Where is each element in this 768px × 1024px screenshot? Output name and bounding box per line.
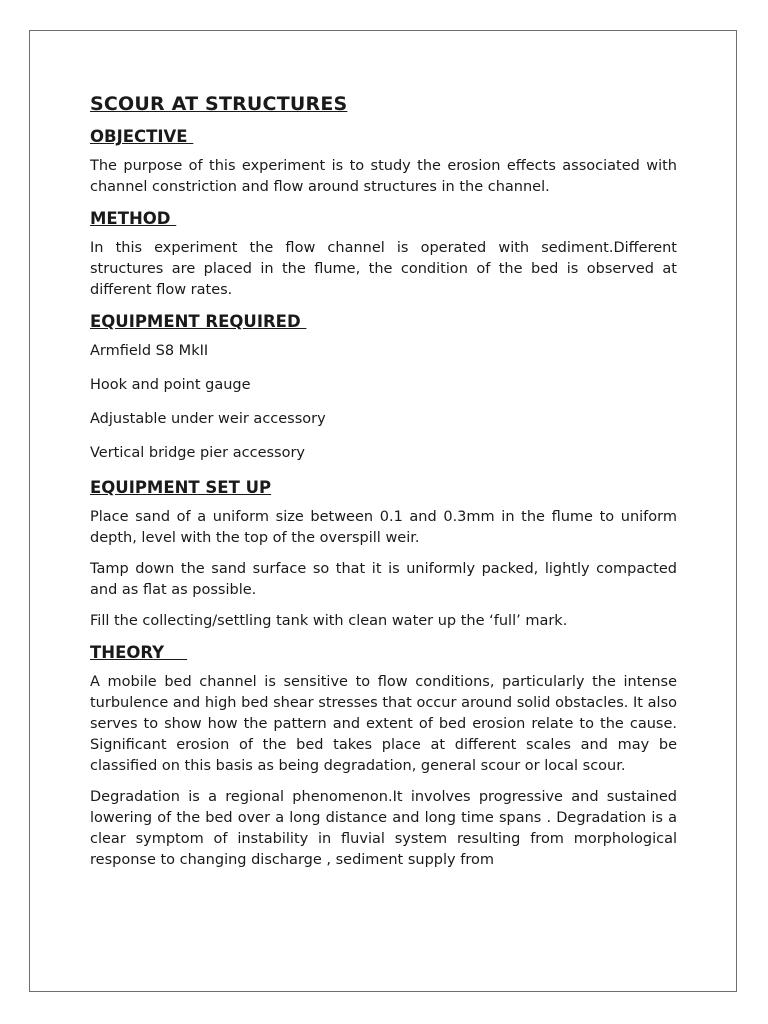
- objective-heading: OBJECTIVE: [90, 127, 194, 146]
- document-body: [90, 90, 677, 881]
- setup-paragraph: Tamp down the sand surface so that it is uniformly packed, lightly compacted and as flat as possible.: [90, 561, 677, 598]
- equipment-required-heading: EQUIPMENT REQUIRED: [90, 312, 307, 331]
- equipment-item: Vertical bridge pier accessory: [90, 445, 306, 461]
- objective-text: The purpose of this experiment is to study the erosion effects associated with channel constriction and flow around structures in the channel.: [90, 158, 677, 195]
- method-text: In this experiment the flow channel is operated with sediment.Different structures are placed in the flume, the condition of the bed is observed at different flow rates.: [90, 240, 677, 298]
- theory-heading: THEORY: [90, 643, 188, 662]
- setup-paragraph: Place sand of a uniform size between 0.1 and 0.3mm in the flume to uniform depth, level with the top of the overspill weir.: [90, 509, 677, 546]
- theory-paragraph: Degradation is a regional phenomenon.It involves progressive and sustained lowering of the bed over a long distance and long time spans . Degradation is a clear symptom of instability in fluvial system resulting from morphological response to changing discharge , sediment supply from: [90, 789, 677, 868]
- setup-paragraph: Fill the collecting/settling tank with clean water up the ‘full’ mark.: [90, 613, 568, 629]
- equipment-item: Hook and point gauge: [90, 377, 251, 393]
- equipment-set-up-heading: EQUIPMENT SET UP: [90, 478, 272, 497]
- equipment-item: Adjustable under weir accessory: [90, 411, 326, 427]
- document-title: SCOUR AT STRUCTURES: [90, 93, 348, 115]
- method-heading: METHOD: [90, 209, 177, 228]
- equipment-item: Armfield S8 MkII: [90, 343, 209, 359]
- theory-paragraph: A mobile bed channel is sensitive to flow conditions, particularly the intense turbulence and high bed shear stresses that occur around solid obstacles. It also serves to show how the pattern and extent of bed erosion relate to the cause. Significant erosion of the bed takes place at different scales and may be classified on this basis as being degradation, general scour or local scour.: [90, 674, 677, 774]
